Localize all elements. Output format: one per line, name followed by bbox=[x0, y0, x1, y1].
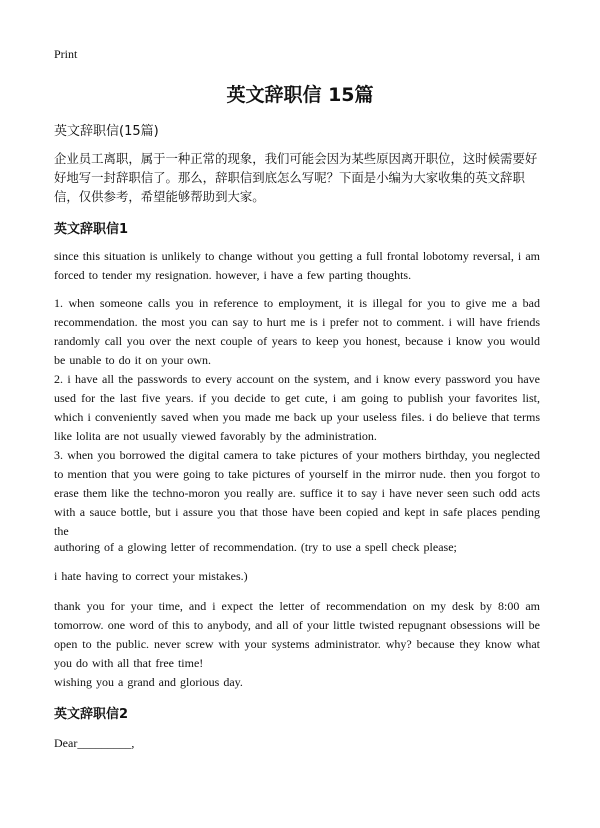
letter1-paragraph-3: 2. i have all the passwords to every account on the system, and i know every password you have used for the last five years. if you decide to get cute, i am going to publish your favorites list, which i conveniently saved when you made me back up your useless files. i do believe that terms like lolita are not usually viewed favorably by the administration. bbox=[54, 372, 540, 443]
print-label[interactable]: Print bbox=[54, 47, 78, 61]
section-heading-1: 英文辞职信1 bbox=[54, 222, 129, 237]
letter1-paragraph-4: 3. when you borrowed the digital camera to take pictures of your mothers birthday, you neglected to mention that you were going to take pictures of yourself in the mirror nude. then you forgot to erase them like the techno-moron you really are. suffice it to say i have never seen such odd acts with a sauce bottle, but i assure you that those have been copied and kept in safe places pending the bbox=[54, 448, 540, 538]
page-title: 英文辞职信 15篇 bbox=[226, 84, 374, 106]
letter2-salutation: Dear_________, bbox=[54, 736, 135, 750]
letter1-paragraph-8: wishing you a grand and glorious day. bbox=[54, 675, 243, 689]
letter1-paragraph-7: thank you for your time, and i expect the letter of recommendation on my desk by 8:00 am tomorrow. one word of this to anybody, and all of your little twisted repugnant obsessions will be open to the public. never screw with your systems administrator. why? because they know what you do with all that free time! bbox=[54, 599, 540, 670]
intro-paragraph: 企业员工离职，属于一种正常的现象，我们可能会因为某些原因离开职位，这时候需要好好地写一封辞职信了。那么，辞职信到底怎么写呢？下面是小编为大家收集的英文辞职信，仅供参考，希望能够帮助到大家。 bbox=[54, 151, 538, 204]
letter1-paragraph-2: 1. when someone calls you in reference to employment, it is illegal for you to give me a bad recommendation. the most you can say to hurt me is i prefer not to comment. i will have friends randomly call you over the next couple of years to keep you honest, because i know you would be unable to do it on your own. bbox=[54, 296, 540, 367]
section-heading-2: 英文辞职信2 bbox=[54, 707, 129, 722]
letter1-paragraph-5: authoring of a glowing letter of recommendation. (try to use a spell check please; bbox=[54, 540, 457, 554]
letter1-paragraph-1: since this situation is unlikely to change without you getting a full frontal lobotomy reversal, i am forced to tender my resignation. however, i have a few parting thoughts. bbox=[54, 249, 540, 282]
letter1-paragraph-6: i hate having to correct your mistakes.) bbox=[54, 569, 248, 583]
document-subtitle: 英文辞职信(15篇) bbox=[54, 124, 159, 139]
